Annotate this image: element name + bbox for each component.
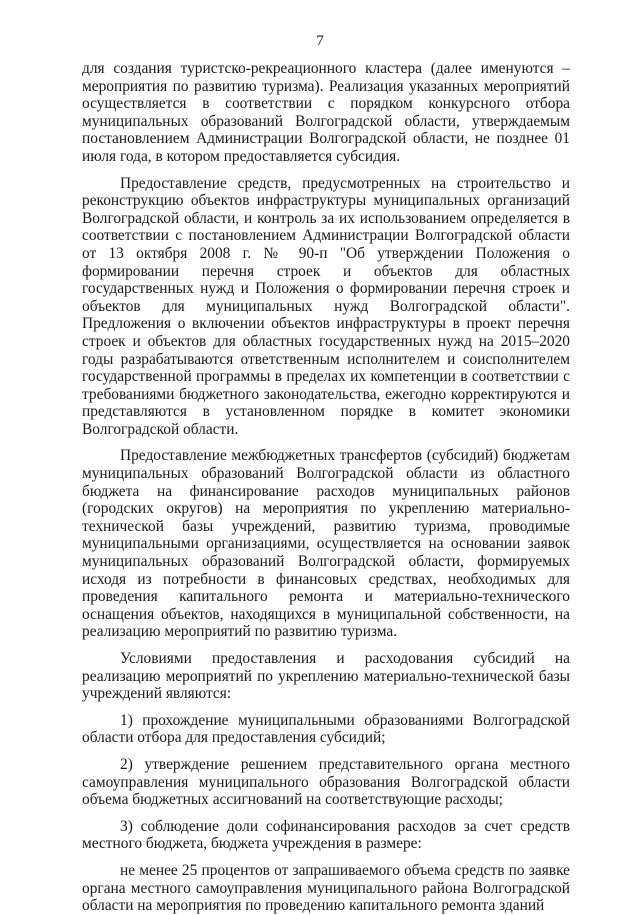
list-item-condition-1: 1) прохождение муниципальными образованиями Волгоградской области отбора для предоставления субсидий; [82, 711, 570, 747]
list-item-condition-2: 2) утверждение решением представительного органа местного самоуправления муниципального образования Волгоградской области объема бюджетных ассигнований на соответствующие расходы; [82, 755, 570, 809]
list-item-condition-3: 3) соблюдение доли софинансирования расходов за счет средств местного бюджета, бюджета учреждения в размере: [82, 817, 570, 853]
page-number: 7 [316, 33, 324, 49]
paragraph-cofinancing: не менее 25 процентов от запрашиваемого объема средств по заявке органа местного самоуправления муниципального района Волгоградской области на мероприятия по проведению капитального ремонта зданий [82, 861, 570, 915]
paragraph-transfers: Предоставление межбюджетных трансфертов (субсидий) бюджетам муниципальных образований Волгоградской области из областного бюджета на финансирование расходов муниципальных районов (городских округов) на мероприятия по укреплению материально-технической базы учреждений, развитию туризма, проводимые муниципальными организациями, осуществляется на основании заявок муниципальных образований Волгоградской области, формируемых исходя из потребности в финансовых средствах, необходимых для проведения капитального ремонта и материально-технического оснащения объектов, находящихся в муниципальной собственности, на реализацию мероприятий по развитию туризма. [82, 447, 570, 641]
paragraph-continuation: для создания туристско-рекреационного кластера (далее именуются – мероприятия по развитию туризма). Реализация указанных мероприятий осуществляется в соответствии с порядком конкурсного отбора муниципальных образований Волгоградской области, утверждаемым постановлением Администрации Волгоградской области, не позднее 01 июля года, в котором предоставляется субсидия. [82, 60, 570, 165]
paragraph-infrastructure: Предоставление средств, предусмотренных на строительство и реконструкцию объектов инфраструктуры муниципальных организаций Волгоградской области, и контроль за их использованием определяется в соответствии с постановлением Администрации Волгоградской области от 13 октября 2008 г. № 90-п "Об утверждении Положения о формировании перечня строек и объектов для областных государственных нужд и Положения о формировании перечня строек и объектов для муниципальных нужд Волгоградской области". Предложения о включении объектов инфраструктуры в проект перечня строек и объектов для областных государственных нужд на 2015–2020 годы разрабатываются ответственным исполнителем и соисполнителем государственной программы в пределах их компетенции в соответствии с требованиями бюджетного законодательства, ежегодно корректируются и представляются в установленном порядке в комитет экономики Волгоградской области. [82, 174, 570, 438]
body-text [82, 60, 570, 915]
paragraph-conditions: Условиями предоставления и расходования субсидий на реализацию мероприятий по укреплению материально-технической базы учреждений являются: [82, 650, 570, 703]
